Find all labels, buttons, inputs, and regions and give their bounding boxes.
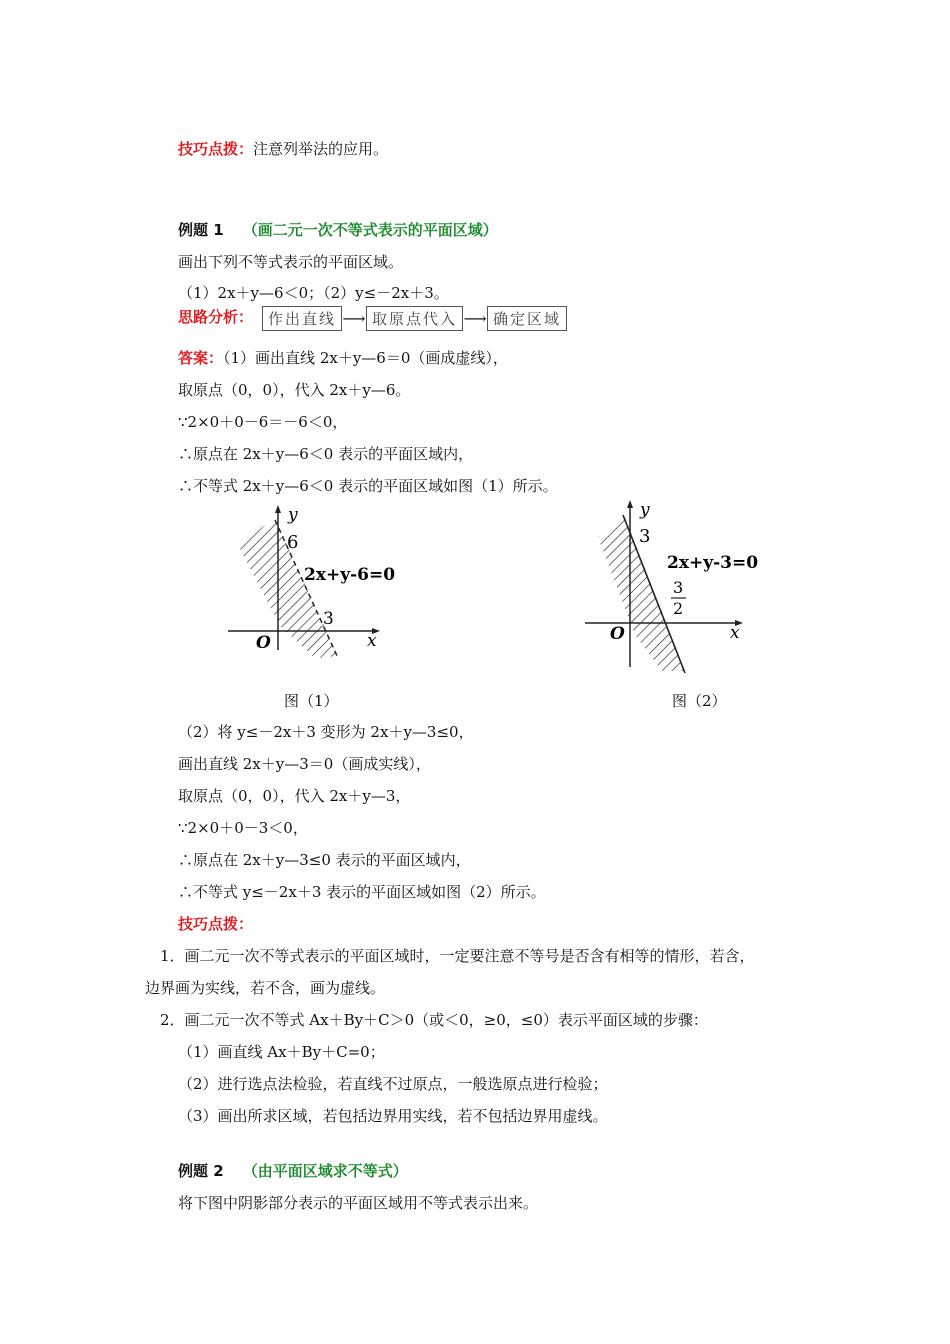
answer-line-5: ∴不等式 2x＋y—6＜0 表示的平面区域如图（1）所示。 [178, 477, 558, 495]
y-axis-arrow [627, 500, 633, 508]
analysis-label-text: 思路分析： [178, 308, 254, 326]
answer-line-4: ∴原点在 2x＋y—6＜0 表示的平面区域内， [178, 445, 474, 463]
example1-prompt: 画出下列不等式表示的平面区域。 [178, 253, 404, 271]
example2-title: （由平面区域求不等式） [242, 1162, 408, 1180]
line-equation-label: 2x+y-3=0 [667, 553, 759, 573]
tip-top [178, 139, 388, 159]
answer2-line-2: 画出直线 2x＋y—3＝0（画成实线）， [178, 755, 431, 773]
answer-label: 答案： [178, 349, 224, 367]
y-axis-label: y [288, 505, 298, 525]
example1-items: （1）2x＋y—6＜0；（2）y≤－2x＋3。 [178, 284, 449, 302]
tip-1b: 边界画为实线，若不含，画为虚线。 [145, 979, 386, 997]
figure-2 [580, 495, 760, 675]
y-tick-label: 6 [287, 532, 299, 553]
analysis-flowchart [262, 306, 567, 331]
answer-line-2: 取原点（0，0），代入 2x＋y—6。 [178, 381, 411, 399]
example1-header [178, 220, 498, 240]
answer-line-1 [178, 348, 508, 368]
tip2-label: 技巧点拨： [178, 915, 254, 933]
figure-1 [220, 500, 400, 670]
y-tick-label: 3 [639, 526, 651, 547]
answer2-line-5: ∴原点在 2x＋y—3≤0 表示的平面区域内， [178, 851, 471, 869]
example1-title: （画二元一次不等式表示的平面区域） [242, 221, 498, 239]
tip2-heading [178, 914, 253, 934]
analysis-label [178, 307, 253, 327]
example1-label: 例题 1 [178, 221, 224, 239]
flow-arrow-1: ⟶ [342, 309, 366, 328]
figure-1-caption: 图（1） [284, 692, 339, 710]
y-axis-arrow [275, 505, 281, 513]
y-axis-label: y [640, 500, 650, 520]
figure-2-caption: 图（2） [672, 692, 727, 710]
tip-label: 技巧点拨： [178, 140, 254, 158]
answer-text-1: （1）画出直线 2x＋y—6＝0（画成虚线）， [223, 349, 508, 367]
x-axis-label: x [730, 623, 740, 643]
answer2-line-1: （2）将 y≤－2x＋3 变形为 2x＋y—3≤0， [178, 723, 474, 741]
example2-header [178, 1161, 408, 1181]
flow-arrow-2: ⟶ [463, 309, 487, 328]
tip-step-2: （2）进行选点法检验，若直线不过原点，一般选原点进行检验； [178, 1075, 608, 1093]
x-tick-numerator: 3 [673, 578, 684, 597]
example2-prompt: 将下图中阴影部分表示的平面区域用不等式表示出来。 [178, 1194, 539, 1212]
x-tick-label: 3 [323, 609, 334, 629]
flow-step-1: 作出直线 [262, 306, 342, 331]
answer2-line-6: ∴不等式 y≤－2x＋3 表示的平面区域如图（2）所示。 [178, 883, 546, 901]
tip-1a: 1．画二元一次不等式表示的平面区域时，一定要注意不等号是否含有相等的情形，若含， [160, 947, 755, 965]
tip-step-3: （3）画出所求区域，若包括边界用实线，若不包括边界用虚线。 [178, 1107, 608, 1125]
tip-text: 注意列举法的应用。 [253, 140, 389, 158]
flow-step-3: 确定区域 [487, 306, 567, 331]
origin-label: O [610, 624, 625, 644]
line-equation-label: 2x+y-6=0 [304, 565, 396, 585]
flow-step-2: 取原点代入 [366, 306, 463, 331]
x-tick-denominator: 2 [673, 599, 684, 618]
answer2-line-3: 取原点（0，0），代入 2x＋y—3， [178, 787, 411, 805]
tip-2: 2．画二元一次不等式 Ax＋By＋C＞0（或＜0，≥0，≤0）表示平面区域的步骤： [160, 1011, 708, 1029]
example2-label: 例题 2 [178, 1162, 224, 1180]
x-axis-label: x [367, 631, 377, 651]
answer2-line-4: ∵2×0＋0－3＜0， [178, 819, 308, 837]
tip-step-1: （1）画直线 Ax＋By＋C=0； [178, 1043, 385, 1061]
origin-label: O [256, 633, 271, 653]
answer-line-3: ∵2×0＋0－6＝－6＜0， [178, 413, 348, 431]
